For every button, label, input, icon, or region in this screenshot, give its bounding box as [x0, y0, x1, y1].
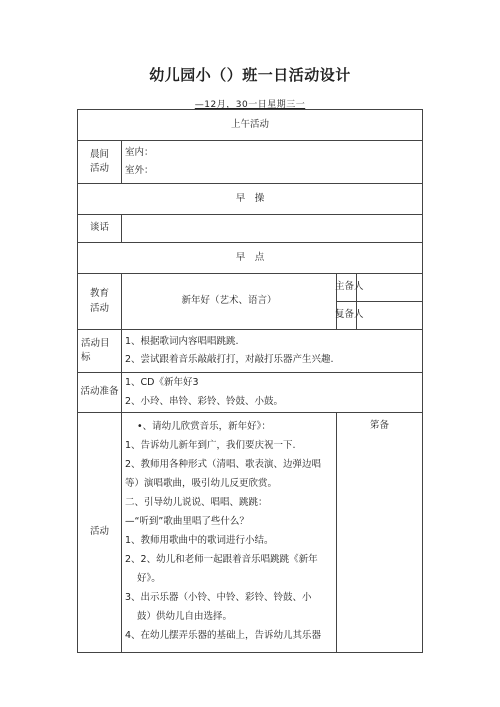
- activity-line-11: 鼓）供幼儿自由选择。: [137, 611, 233, 622]
- prep-label: 活动准备: [78, 373, 122, 413]
- co-teacher-label: [335, 302, 364, 330]
- arrival-label: [78, 141, 122, 184]
- education-topic: 新年好（艺术、语言）: [122, 274, 337, 330]
- activity-line-8: 2、2、幼儿和老师一起跟着音乐唱跳跳《新年: [125, 554, 318, 565]
- activity-line-12: 4、在幼儿摆弄乐器的基础上，告诉幼儿其乐器: [125, 630, 322, 641]
- co-teacher-value: [357, 302, 423, 330]
- exercise-heading: 早 操: [78, 184, 423, 215]
- talk-content: [122, 215, 423, 243]
- arrival-label-line2: 活动: [89, 163, 109, 174]
- arrival-content: [122, 141, 423, 184]
- goal-item-2: 2、尝试跟着音乐敲敲打打，对敲打乐器产生兴趣.: [125, 354, 334, 365]
- row-education-1: [78, 274, 423, 302]
- morning-section-heading: 上午活动: [78, 110, 423, 141]
- co-teacher-text: 复备人: [335, 309, 364, 321]
- goals-label-line1: 活动目: [81, 337, 110, 349]
- activity-line-3: 2、教师用各种形式（清唱、歌表演、边弹边唱: [125, 459, 322, 470]
- activity-line-9: 好》。: [137, 573, 161, 584]
- activity-notes-label: 笫备: [370, 420, 390, 431]
- row-snack: [78, 243, 423, 274]
- prep-item-1: 1、CD《新年好3: [125, 377, 199, 389]
- goals-label-line2: 标: [81, 352, 91, 363]
- lead-teacher-label: [335, 274, 364, 302]
- activity-line-10: 3、出示乐器（小铃、中铃、彩铃、铃鼓、小: [125, 592, 312, 603]
- snack-heading: 早 点: [78, 243, 423, 274]
- talk-label: 谈话: [78, 215, 122, 243]
- row-exercise: [78, 184, 423, 215]
- education-label-line2: 活动: [89, 302, 109, 314]
- outdoor-field: 室外：: [125, 165, 154, 176]
- lead-teacher-text: 主备人: [335, 281, 364, 293]
- activity-line-6: —“听到”歌曲里唱了些什么？: [125, 516, 249, 527]
- arrival-label-line1: 晨间: [89, 148, 109, 160]
- goals-label: [78, 330, 122, 373]
- activity-line-2: 1、告诉幼儿新年到广，我们要庆祝一下.: [125, 440, 296, 451]
- row-prep: [78, 373, 423, 413]
- activity-label: 活动: [78, 413, 122, 653]
- activity-plan-table: [77, 109, 423, 653]
- education-label: [78, 274, 122, 330]
- activity-line-7: 1、教师用歌曲中的歌词进行小结。: [125, 535, 274, 546]
- row-morning-section: [78, 110, 423, 141]
- indoor-field: 室内：: [125, 146, 154, 158]
- education-label-line1: 教育: [89, 288, 109, 300]
- goals-content: [122, 330, 423, 373]
- lead-teacher-value: [357, 274, 423, 302]
- activity-line-5: 二、引导幼儿说说、唱唱、跳跳：: [125, 497, 268, 508]
- activity-steps: [122, 413, 337, 653]
- activity-notes-column: [337, 413, 423, 653]
- goal-item-1: 1、根据歌词内容唱唱跳跳.: [125, 335, 239, 347]
- row-arrival: [78, 141, 423, 184]
- prep-item-2: 2、小玲、串铃、彩铃、铃鼓、小鼓。: [125, 395, 284, 407]
- prep-content: [122, 373, 423, 413]
- date-line: —12月，30一日星期三一: [194, 100, 306, 110]
- row-goals: [78, 330, 423, 373]
- activity-line-4: 等）演唱歌曲，吸引幼儿反更欣赏。: [125, 478, 278, 489]
- row-talk: [78, 215, 423, 243]
- activity-line-1: •、请幼儿欣赏音乐，新年好》：: [137, 421, 271, 432]
- row-activity: [78, 413, 423, 653]
- page-title: 幼儿园小（）班一日活动设计: [149, 66, 351, 84]
